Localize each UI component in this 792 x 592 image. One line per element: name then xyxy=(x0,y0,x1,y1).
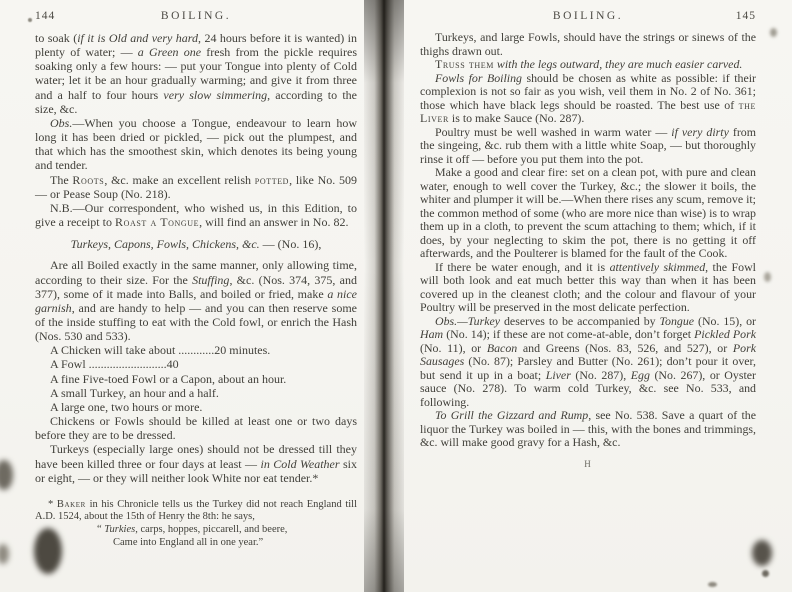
paragraph-body xyxy=(35,258,357,343)
text-run: (No. 287), xyxy=(570,367,631,382)
text-run: Truss them xyxy=(435,57,494,71)
paragraph-body xyxy=(420,315,756,410)
text-run: , 24 hours before it is wanted) in plenty of water; — xyxy=(35,31,358,60)
running-header-left xyxy=(35,10,357,22)
paragraph-body xyxy=(420,261,756,315)
text-run: Poultry must be well washed in warm water — xyxy=(435,124,672,139)
text-run: — (No. 16), xyxy=(259,237,322,252)
text-run: If there be water enough, and it is xyxy=(435,259,610,274)
text-run: Tongue xyxy=(659,313,695,328)
text-run: (No. 87); Parsley and Butter (No. 261); don’t pour it over, but send it up in a boat; xyxy=(420,354,756,382)
text-run: Obs.—Turkey xyxy=(435,313,501,328)
text-run: and Greens (Nos. 83, 526, and 527), or xyxy=(517,340,733,355)
text-run: Pickled Pork xyxy=(694,327,756,341)
text-run: Turkeys (especially large ones) should not be dressed till they have been killed three or four days at least — xyxy=(35,442,357,471)
text-run: in his Chronicle tells us the Turkey did not reach England till A.D. 1524, about the 15th of Henry the 8th: he says, xyxy=(35,498,357,523)
ink-speck xyxy=(762,570,769,577)
text-run: very slow simmering xyxy=(163,87,268,102)
text-run: A large one, two hours or more. xyxy=(50,399,203,414)
text-run: Are all Boiled exactly in the same manner, only allowing time, according to their size. For the xyxy=(35,258,357,287)
text-run: (No. 15), or xyxy=(694,313,756,328)
paragraph-body xyxy=(35,116,357,173)
text-run: Fowls for Boiling xyxy=(435,70,522,85)
text-run: deserves to be accompanied by xyxy=(500,313,660,328)
text-run: Bacon xyxy=(486,340,518,355)
text-run: To Grill the Gizzard and Rump xyxy=(435,408,589,422)
text-run: Roast a Tongue xyxy=(114,215,200,230)
page-right-text xyxy=(420,31,756,450)
text-run: A fine Five-toed Fowl or a Capon, about an hour. xyxy=(50,371,287,386)
text-run: Came into England all in one year.” xyxy=(113,536,264,548)
text-run: —When you choose a Tongue, endeavour to learn how long it has been dried or pickled, — pick out the plumpest, and that which has the smoothest skin, which denotes its being young and tender. xyxy=(35,115,357,173)
page-left xyxy=(0,0,372,592)
text-run: Turkeys, Capons, Fowls, Chickens, &c. xyxy=(70,237,260,252)
text-run: fresh from the pickle requires soaking only a few hours: — put your Tongue into plenty of Cold water; let it be an hour gradually warming; and give it from three and a half to four hours xyxy=(35,45,358,102)
text-run: * xyxy=(48,498,57,510)
paragraph-body xyxy=(35,173,357,201)
text-run: attentively skimmed xyxy=(609,259,706,274)
text-run: Ham xyxy=(420,327,444,341)
paragraph-body xyxy=(420,58,756,72)
page-right xyxy=(398,0,792,592)
ink-smudge xyxy=(34,528,62,574)
text-run: to soak ( xyxy=(35,31,78,45)
text-run: from the singeing, &c. rub them with a little white Soap, — but thoroughly rinse it off — before you put them into the pot. xyxy=(420,124,756,166)
ink-speck xyxy=(28,18,32,22)
text-run: , and are handy to help — and you can then reserve some of the inside stuffing to eat with the Cold fowl, or enrich the Hash (Nos. 530 and 533). xyxy=(35,300,357,344)
ink-speck xyxy=(770,28,777,37)
text-run: A Fowl ..........................40 xyxy=(50,357,179,372)
paragraph-body xyxy=(35,201,357,229)
text-run: , will find an answer in No. 82. xyxy=(199,215,349,230)
paragraph-body xyxy=(420,31,756,58)
page-left-text xyxy=(35,31,357,549)
text-run: Egg xyxy=(630,367,650,382)
text-run: Chickens or Fowls should be killed at least one or two days before they are to be dressed. xyxy=(35,414,357,443)
text-run: is to make Sauce (No. 287). xyxy=(448,111,585,125)
text-run: , &c. (Nos. 374, 375, and 377), some of it made into Balls, and boiled or fried, make xyxy=(35,272,357,301)
running-head-right: BOILING. xyxy=(552,10,624,22)
text-run: should be chosen as white as possible: if their complexion is not so fair as you wish, veil them in No. 2 of No. 361; those which have black legs should be roasted. The best use of xyxy=(420,70,756,112)
text-run: if very dirty xyxy=(671,124,729,139)
text-run: Pork Sausages xyxy=(420,340,757,368)
text-run: , the Fowl will both look and eat much better this way than when it has been covered up in the cleanest cloth; and the colour and flavour of your Poultry will be preserved in the most delicate perfection. xyxy=(420,259,756,314)
text-run: Turkies xyxy=(104,524,136,536)
text-run: (No. 11), or xyxy=(420,340,487,355)
text-run: Stuffing xyxy=(192,272,230,287)
page-number-left: 144 xyxy=(35,10,56,22)
paragraph-footnote xyxy=(35,499,357,524)
paragraph-list xyxy=(35,357,357,371)
paragraph-body xyxy=(420,72,756,126)
text-run: The xyxy=(50,172,73,187)
paragraph-body xyxy=(35,414,357,442)
page-left-content xyxy=(35,10,357,549)
paragraph-heading xyxy=(35,237,357,251)
ink-smudge xyxy=(752,540,772,566)
text-run: , like No. 509 — or Pease Soup (No. 218). xyxy=(35,172,357,201)
paragraph-verse xyxy=(97,524,357,536)
paragraph-body xyxy=(420,166,756,261)
book-gutter-shade xyxy=(364,0,404,592)
ink-speck xyxy=(708,582,717,587)
paragraph-list xyxy=(35,386,357,400)
text-run: Liver xyxy=(545,367,571,382)
text-run: (No. 14); if these are not come-at-able, don’t forget xyxy=(443,327,695,341)
text-run: a nice garnish xyxy=(35,286,357,315)
paragraph-body xyxy=(420,126,756,167)
paragraph-list xyxy=(35,400,357,414)
text-run: Make a good and clear fire: set on a clean pot, with pure and clean water, enough to well cover the Turkey, &c.; the slower it boils, the whiter and plumper it will be.—When there rises any scum, remove it; the common method of some (who are more nice than wise) is to wrap them up in a cloth, to prevent the scum attaching to them; which, if it does, by your neglecting to skim the pot, there is no getting it off afterwards, and the Poulterer is blamed for the fault of the Cook. xyxy=(420,165,756,260)
text-run: , &c. make an excellent relish xyxy=(104,172,255,187)
running-head-left: BOILING. xyxy=(160,10,232,22)
text-run: N.B.—Our correspondent, who wished us, in this Edition, to give a receipt to xyxy=(35,200,357,230)
text-run: A Chicken will take about ............20 minutes. xyxy=(50,343,271,358)
paragraph-list xyxy=(35,372,357,386)
text-run: Turkeys, and large Fowls, should have the strings or sinews of the thighs drawn out. xyxy=(420,30,756,58)
text-run: the Liver xyxy=(420,97,756,125)
text-run: potted xyxy=(254,172,290,187)
text-run: “ xyxy=(97,524,105,536)
text-run: , see No. 538. Save a quart of the liquor the Turkey was boiled in — this, with the bones and trimmings, &c. will make good gravy for a Hash, &c. xyxy=(420,408,757,449)
text-run: if it is Old and very hard xyxy=(77,31,199,45)
text-run: , carps, hoppes, piccarell, and beere, xyxy=(135,524,288,536)
page-number-right: 145 xyxy=(735,10,756,22)
text-run: Obs. xyxy=(50,115,73,130)
text-run: Roots xyxy=(72,172,105,187)
text-run: a Green one xyxy=(137,45,202,60)
paragraph-body xyxy=(35,442,357,484)
text-run: , according to the size, &c. xyxy=(35,87,357,116)
signature-mark: H xyxy=(584,458,592,469)
paragraph-body xyxy=(420,409,756,450)
text-run: six or eight, — or they will neither look White nor eat tender.* xyxy=(35,456,357,485)
paragraph-first xyxy=(35,31,357,116)
text-run: A small Turkey, an hour and a half. xyxy=(50,385,219,400)
text-run: in Cold Weather xyxy=(260,456,340,471)
paragraph-verse2 xyxy=(113,537,357,549)
running-header-right xyxy=(420,10,756,22)
paragraph-list xyxy=(35,343,357,357)
page-right-content xyxy=(420,10,756,469)
text-run: with the legs outward, they are much easier carved. xyxy=(496,57,743,71)
text-run: (No. 267), or Oyster sauce (No. 278). To warm cold Turkey, &c. see No. 533, and following. xyxy=(420,367,756,409)
text-run: Baker xyxy=(56,498,86,510)
ink-speck xyxy=(764,272,771,282)
